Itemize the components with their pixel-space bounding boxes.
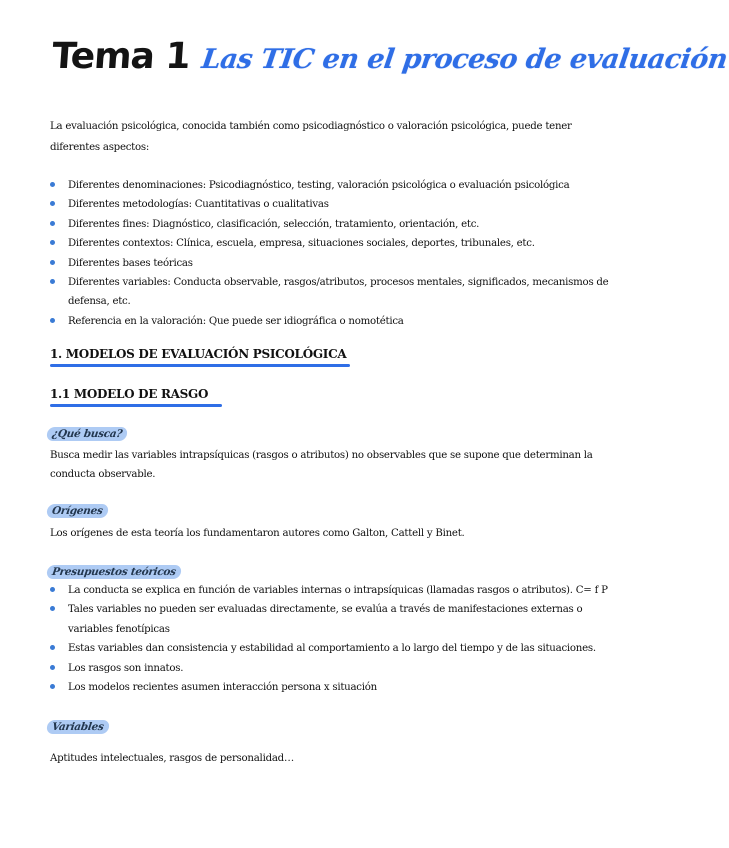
list-item: [50, 659, 610, 678]
bullet-icon: [50, 182, 55, 187]
heading-underline: [50, 404, 222, 407]
bullet-icon: [50, 665, 55, 670]
list-item-text: Diferentes bases teóricas: [68, 257, 193, 269]
intro-paragraph: La evaluación psicológica, conocida también como psicodiagnóstico o valoración psicológica, puede tener diferentes aspectos:: [50, 121, 572, 153]
list-item-text: Diferentes variables: Conducta observable, rasgos/atributos, procesos mentales, significados, mecanismos de defensa, etc.: [68, 277, 609, 308]
list-item: [50, 273, 610, 312]
section-heading-1-1-text: 1.1 MODELO DE RASGO: [50, 387, 209, 401]
bullet-icon: [50, 606, 55, 611]
list-item: [50, 312, 610, 331]
presupuestos-bullet-list: [50, 581, 610, 697]
tag-que-busca: ¿Qué busca?: [46, 427, 128, 441]
list-item: [50, 176, 610, 195]
page-title: [52, 36, 727, 92]
section-heading-1-text: 1. MODELOS DE EVALUACIÓN PSICOLÓGICA: [50, 347, 347, 361]
list-item-text: La conducta se explica en función de variables internas o intrapsíquicas (llamadas rasgos o atributos). C= f P: [68, 585, 608, 596]
list-item-text: Estas variables dan consistencia y estabilidad al comportamiento a lo largo del tiempo y de las situaciones.: [68, 643, 596, 655]
list-item-text: Diferentes fines: Diagnóstico, clasificación, selección, tratamiento, orientación, etc.: [68, 218, 480, 230]
bullet-icon: [50, 587, 55, 592]
list-item-text: Tales variables no pueden ser evaluadas directamente, se evalúa a través de manifestaciones externas o variables fenotípicas: [68, 604, 583, 635]
bullet-icon: [50, 684, 55, 689]
list-item-text: Diferentes metodologías: Cuantitativas o cualitativas: [68, 199, 329, 211]
list-item-text: Los rasgos son innatos.: [68, 662, 184, 674]
list-item: [50, 581, 610, 600]
list-item: [50, 215, 610, 234]
list-item: [50, 678, 610, 697]
que-busca-paragraph: Busca medir las variables intrapsíquicas (rasgos o atributos) no observables que se supone que determinan la conducta observable.: [50, 450, 593, 481]
tag-presupuestos: Presupuestos teóricos: [46, 565, 182, 579]
list-item: [50, 600, 610, 639]
title-main: Tema 1: [50, 36, 192, 77]
intro-bullet-list: [50, 176, 610, 331]
variables-paragraph: Aptitudes intelectuales, rasgos de personalidad…: [50, 753, 294, 764]
bullet-icon: [50, 240, 55, 245]
list-item-text: Referencia en la valoración: Que puede ser idiográfica o nomotética: [68, 315, 404, 327]
section-heading-1: [50, 347, 346, 366]
bullet-icon: [50, 318, 55, 323]
origenes-paragraph: Los orígenes de esta teoría los fundamentaron autores como Galton, Cattell y Binet.: [50, 528, 465, 539]
list-item-text: Diferentes contextos: Clínica, escuela, empresa, situaciones sociales, deportes, tribunales, etc.: [68, 238, 535, 250]
bullet-icon: [50, 279, 55, 284]
tag-origenes: Orígenes: [46, 504, 108, 518]
list-item: [50, 254, 610, 273]
bullet-icon: [50, 201, 55, 206]
heading-underline: [50, 364, 350, 367]
list-item-text: Diferentes denominaciones: Psicodiagnóstico, testing, valoración psicológica o evaluación psicológica: [68, 180, 570, 191]
tag-variables: Variables: [46, 720, 110, 734]
bullet-icon: [50, 221, 55, 226]
list-item: [50, 234, 610, 253]
bullet-icon: [50, 645, 55, 650]
list-item-text: Los modelos recientes asumen interacción persona x situación: [68, 682, 377, 694]
list-item: [50, 639, 610, 658]
section-heading-1-1: [50, 387, 208, 406]
list-item: [50, 195, 610, 214]
bullet-icon: [50, 260, 55, 265]
title-subtitle: Las TIC en el proceso de evaluación: [199, 44, 729, 75]
